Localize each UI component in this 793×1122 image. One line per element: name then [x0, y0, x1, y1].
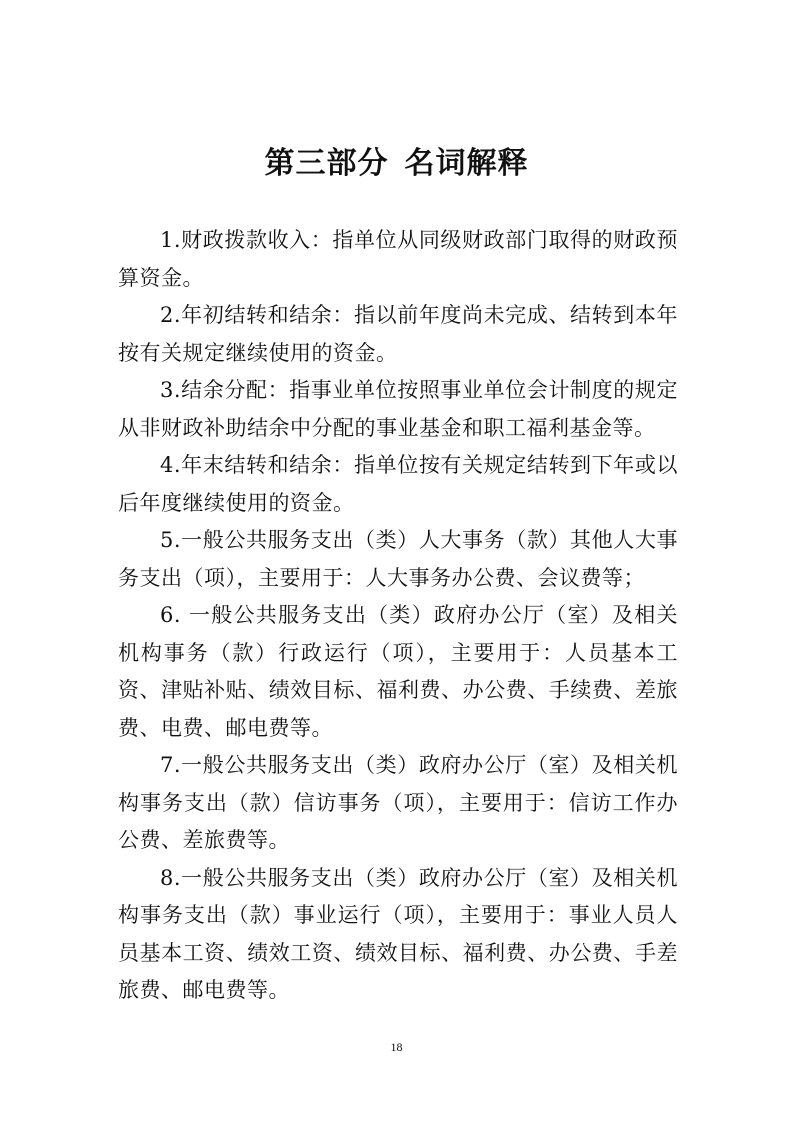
- page-title: [0, 138, 793, 182]
- page-number: 18: [390, 1040, 403, 1054]
- title-part: 第三部分: [264, 146, 389, 181]
- definition-item: 8.一般公共服务支出（类）政府办公厅（室）及相关机构事务支出（款）事业运行（项），主要用于：事业人员人员基本工资、绩效工资、绩效目标、福利费、办公费、手差旅费、邮电费等。: [118, 865, 678, 1002]
- definition-item: 7.一般公共服务支出（类）政府办公厅（室）及相关机构事务支出（款）信访事务（项），主要用于：信访工作办公费、差旅费等。: [118, 753, 678, 852]
- definition-item: 6. 一般公共服务支出（类）政府办公厅（室）及相关机构事务（款）行政运行（项），主要用于：人员基本工资、津贴补贴、绩效目标、福利费、办公费、手续费、差旅费、电费、邮电费等。: [118, 603, 678, 740]
- definitions-list: [118, 222, 678, 1010]
- title-heading: 名词解释: [404, 146, 529, 181]
- definition-item: 3.结余分配：指事业单位按照事业单位会计制度的规定从非财政补助结余中分配的事业基金和职工福利基金等。: [118, 378, 678, 440]
- definition-item: 5.一般公共服务支出（类）人大事务（款）其他人大事务支出（项），主要用于：人大事务办公费、会议费等；: [118, 528, 678, 590]
- definition-item: 1.财政拨款收入：指单位从同级财政部门取得的财政预算资金。: [118, 228, 678, 290]
- definition-item: 2.年初结转和结余：指以前年度尚未完成、结转到本年按有关规定继续使用的资金。: [118, 303, 678, 365]
- definition-item: 4.年末结转和结余：指单位按有关规定结转到下年或以后年度继续使用的资金。: [118, 453, 678, 515]
